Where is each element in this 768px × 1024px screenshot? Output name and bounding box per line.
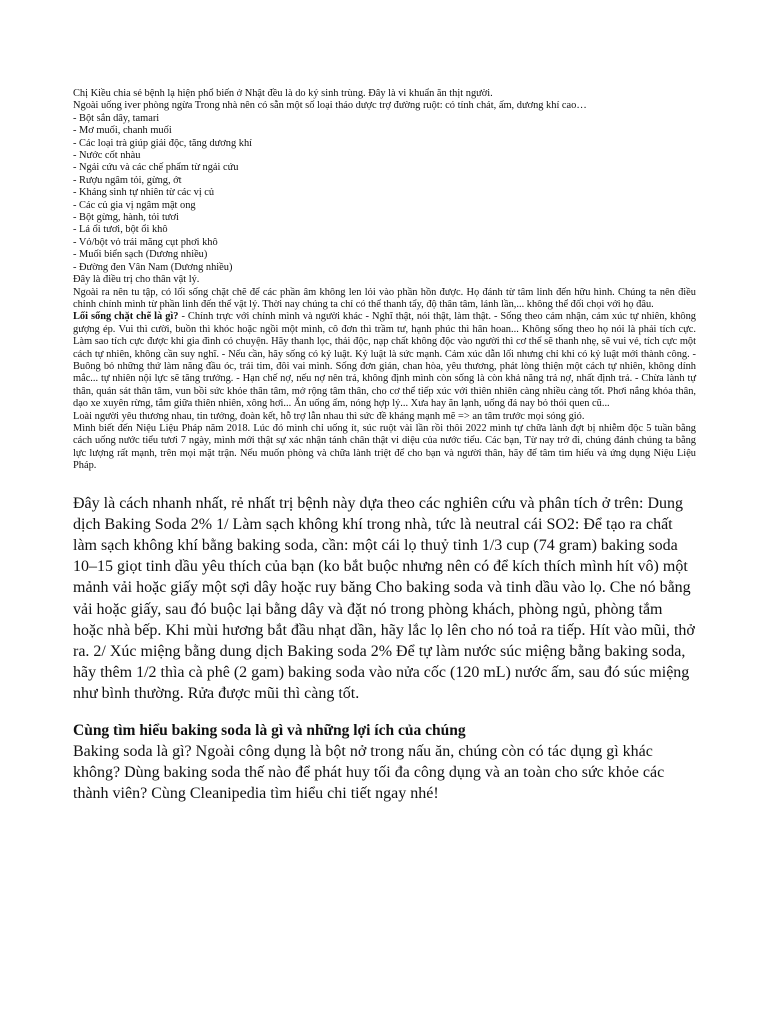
intro-line: Chị Kiều chia sẻ bệnh lạ hiện phổ biến ở Nhật đều là do ký sinh trùng. Đây là vi khuẩn ăn thịt người. bbox=[73, 88, 493, 99]
herb-list-item: - Lá ổi tươi, bột ổi khô bbox=[73, 224, 168, 236]
large-text-section bbox=[73, 493, 696, 805]
intro-line: Đây là điều trị cho thân vật lý. bbox=[73, 274, 200, 286]
section-heading: Cùng tìm hiểu baking soda là gì và những lợi ích của chúng bbox=[73, 721, 466, 739]
herb-list-item: - Rượu ngâm tỏi, gừng, ớt bbox=[73, 174, 182, 186]
baking-soda-paragraph: Đây là cách nhanh nhất, rẻ nhất trị bệnh này dựa theo các nghiên cứu và phân tích ở trên: Dung dịch Baking Soda 2% 1/ Làm sạch không khí trong nhà, tức là neutral cái SO2: Để tạo ra chất làm sạch không khí bằng baking soda, cần: một cái lọ thuỷ tinh 1/3 cup (74 gram) baking soda 10–15 giọt tinh dầu yêu thích của bạn (ko bắt buộc nhưng nên có để kích thích mình hít vô) một mảnh vải hoặc giấy một sợi dây hoặc ruy băng Cho baking soda và tinh dầu vào lọ. Che nó bằng vải hoặc giấy, sau đó buộc lại bằng dây và đặt nó trong phòng khách, phòng ngủ, phòng tắm hoặc nhà bếp. Khi mùi hương bắt đầu nhạt dần, hãy lắc lọ lên cho nó toả ra tiếp. Hít vào mũi, thở ra. 2/ Xúc miệng bằng dung dịch Baking soda 2% Để tự làm nước súc miệng bằng baking soda, hãy thêm 1/2 thìa cà phê (2 gam) baking soda vào nửa cốc (120 mL) nước ấm, sau đó súc miệng như bình thường. Rửa được mũi thì càng tốt. bbox=[73, 494, 695, 703]
lifestyle-paragraph bbox=[73, 311, 696, 410]
herb-list-item: - Các củ gia vị ngâm mật ong bbox=[73, 199, 196, 211]
herb-list-item: - Kháng sinh tự nhiên từ các vị củ bbox=[73, 187, 215, 199]
herb-list-item: - Vỏ/bột vỏ trái măng cụt phơi khô bbox=[73, 236, 218, 248]
herb-list-item: - Các loại trà giúp giải độc, tăng dương khí bbox=[73, 137, 253, 149]
method-paragraph: Mình biết đến Niệu Liệu Pháp năm 2018. Lúc đó mình chỉ uống ít, súc ruột vài lần rồi thôi 2022 mình tự chữa lành đợt bị nhiễm độc 5 tuần bằng cách uống nước tiểu tươi 7 ngày, mình mới thật sự xác nhận tánh chân thật vi diệu của nước tiểu. Các bạn, Từ nay trở đi, chúng đánh chúng ta bằng lực lượng rất mạnh, trên mọi mặt trận. Nếu muốn phòng và chữa lành triệt để cho bạn và người thân, hãy để tâm tìm hiểu và ứng dụng Niệu Liệu Pháp. bbox=[73, 422, 696, 472]
small-text-section bbox=[73, 88, 696, 473]
unity-line: Loài người yêu thương nhau, tin tưởng, đoàn kết, hỗ trợ lẫn nhau thì sức đề kháng mạnh mẽ => an tâm trước mọi sóng gió. bbox=[73, 410, 585, 422]
intro-line: Ngoài uống iver phòng ngừa Trong nhà nên có sẵn một số loại thảo dược trợ đường ruột: có tính chát, ấm, dương khí cao… bbox=[73, 100, 587, 112]
final-paragraph: Baking soda là gì? Ngoài công dụng là bột nở trong nấu ăn, chúng còn có tác dụng gì khác không? Dùng baking soda thế nào để phát huy tối đa công dụng và an toàn cho sức khỏe các thành viên? Cùng Cleanipedia tìm hiểu chi tiết ngay nhé! bbox=[73, 742, 665, 803]
lifestyle-text: - Chính trực với chính mình và người khác - Nghĩ thật, nói thật, làm thật. - Sống theo cảm nhận, cảm xúc tự nhiên, không gượng ép. Vui thì cười, buồn thì khóc hoặc ngồi một mình, cô đơn thì trầm tư, hạnh phúc thì hân hoan... Không sống theo họ nói là phải tích cực. Làm sao tích cực được khi gia đình có chuyện. Hãy thanh lọc, thải độc, nạp chất không độc vào người thì cơ thể sẽ thanh nhẹ, sẽ vui vẻ, tích cực một cách tự nhiên, không cần suy nghĩ. - Nếu cần, hãy sống có kỷ luật. Kỷ luật là sức mạnh. Cảm xúc dẫn lối nhưng chỉ khi có kỷ luật mới thành công. - Buông bỏ những thứ làm năng đầu óc, trái tim, đôi vai mình. Sống đơn giản, chan hòa, yêu thương, phát lòng thiện một cách tự nhiên, không dính mắc... tự nhiên nội lực sẽ tăng trưởng. - Hạn chế nợ, nếu nợ nên trả, không định mình còn sống là còn khả năng trả nợ, nhất định trả. - Chừa lành tự thân, quán sát thân tâm, vun bồi sức khỏe thân tâm, mở rộng tâm thân, cho cơ thể tiếp xúc với thiên nhiên càng nhiều càng tốt. Phơi nắng khỏa thân, dạo xe xuyên rừng, tắm giữa thiên nhiên, xông hơi... Ăn uống ấm, nóng hợp lý... Xưa hay ăn lạnh, uống đá nay bỏ thói quen cũ... bbox=[73, 311, 696, 410]
herb-list-item: - Ngải cứu và các chế phẩm từ ngải cứu bbox=[73, 162, 239, 174]
lifestyle-label: Lối sống chặt chẽ là gì? bbox=[73, 311, 179, 323]
herb-list-item: - Muối biển sạch (Dương nhiều) bbox=[73, 249, 208, 261]
herb-list-item: - Bột gừng, hành, tỏi tươi bbox=[73, 212, 179, 224]
intro-block bbox=[73, 88, 696, 311]
herb-list-item: - Đường đen Vân Nam (Dương nhiều) bbox=[73, 261, 233, 273]
herb-list-item: - Nước cốt nhàu bbox=[73, 150, 141, 162]
herb-list-item: - Mơ muối, chanh muối bbox=[73, 125, 172, 137]
spirit-paragraph: Ngoài ra nên tu tập, có lối sống chặt chẽ để các phần âm không len lỏi vào phần hồn được. Họ đánh từ tâm linh đến hữu hình. Chúng ta nên điều chỉnh chính mình từ phần linh đến thể vật lý. Thời nay chúng ta chỉ có thể thanh tẩy, độ thân tâm, lánh lần,... không thể đối chọi với họ đâu. bbox=[73, 286, 696, 310]
herb-list-item: - Bột sắn dây, tamari bbox=[73, 112, 160, 124]
